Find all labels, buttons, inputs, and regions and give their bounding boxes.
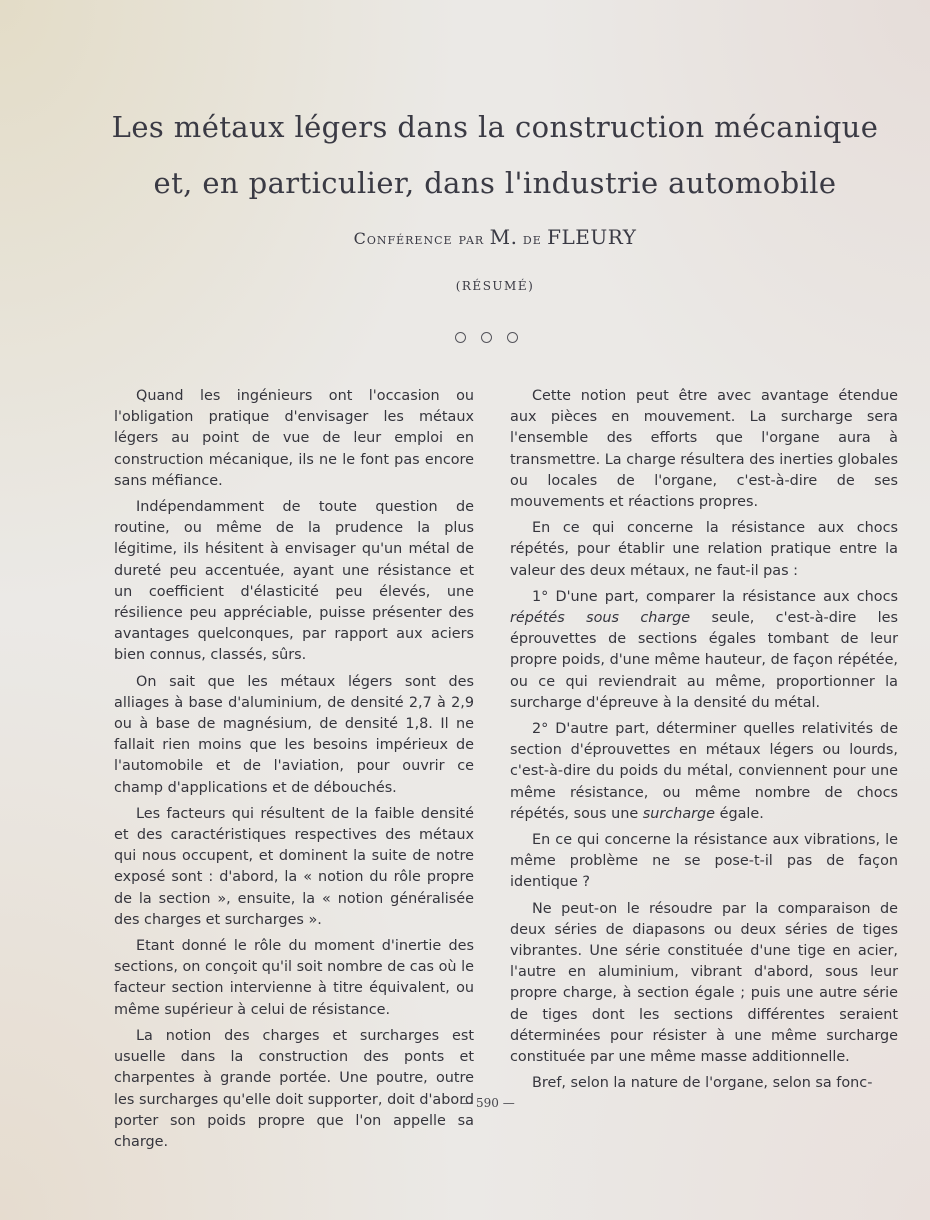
article-title-line-2: et, en particulier, dans l'industrie automobile <box>153 166 837 200</box>
left-column <box>114 386 474 1158</box>
paragraph: Ne peut-on le résoudre par la comparaison de deux séries de diapasons ou deux séries de tiges vibrantes. Une série constituée d'une tige en acier, l'autre en aluminium, vibrant d'abord, sous leur propre charge, à section égale ; puis une autre série de tiges dont les sections différentes seraient déterminées pour résister à une même surcharge constituée par une même masse additionnelle. <box>510 900 898 1066</box>
paragraph: En ce qui concerne la résistance aux vibrations, le même problème ne se pose-t-il pas de façon identique ? <box>510 832 898 891</box>
emphasis-text: surcharge <box>642 805 716 822</box>
paragraph: On sait que les métaux légers sont des alliages à base d'aluminium, de densité 2,7 à 2,9 ou à base de magnésium, de densité 1,8. Il ne fallait rien moins que les besoins impérieux de l'automobile et de l'aviation, pour ouvrir ce champ d'applications et de débouchés. <box>114 673 474 796</box>
resume-label: (RÉSUMÉ) <box>455 279 535 293</box>
paragraph: Cette notion peut être avec avantage étendue aux pièces en mouvement. La surcharge sera l'ensemble des efforts que l'organe aura à transmettre. La charge résultera des inerties globales ou locales de l'organe, c'est-à-dire de ses mouvements et réactions propres. <box>510 388 898 511</box>
paragraph: Bref, selon la nature de l'organe, selon sa fonc- <box>532 1075 873 1092</box>
paragraph <box>510 719 898 825</box>
text-run: égale. <box>715 805 764 822</box>
paragraph: En ce qui concerne la résistance aux chocs répétés, pour établir une relation pratique entre la valeur des deux métaux, ne faut-il pas : <box>510 520 898 579</box>
text-run: seule, c'est-à-dire les éprouvettes de sections égales tombant de leur propre poids, d'une même hauteur, de façon répétée, ou ce qui reviendrait au même, proportionner la surcharge d'épreuve à la densité du métal. <box>510 610 899 711</box>
emphasis-text: répétés sous charge <box>510 610 691 627</box>
ornament-ring <box>481 332 492 343</box>
paragraph: La notion des charges et surcharges est usuelle dans la construction des ponts et charpentes à grande portée. Une poutre, outre les surcharges qu'elle doit supporter, doit d'abord porter son poids propre que l'on appelle sa charge. <box>114 1027 474 1150</box>
byline-particle: de <box>522 229 542 248</box>
right-column <box>510 386 898 1100</box>
paragraph: Indépendamment de toute question de routine, ou même de la prudence la plus légitime, ils hésitent à envisager qu'un métal de dureté peu accentuée, ayant une résistance et un coefficient d'élasticité peu élevés, une résilience peu appréciable, puisse présenter des avantages quelconques, par rapport aux aciers bien connus, classés, sûrs. <box>114 499 474 664</box>
byline <box>60 225 930 249</box>
article-title-line-1: Les métaux légers dans la construction mécanique <box>111 110 879 144</box>
byline-surname: FLEURY <box>547 225 637 249</box>
text-run: 2° D'autre part, déterminer quelles relativités de section d'éprouvettes en métaux légers ou lourds, c'est-à-dire du poids du métal, conviennent pour une même résistance, ou même nombre de chocs répétés, sous une <box>510 721 898 822</box>
paragraph <box>510 587 898 714</box>
paragraph: Etant donné le rôle du moment d'inertie des sections, on conçoit qu'il soit nombre de cas où le facteur section intervienne à titre équivalent, ou même supérieur à celui de résistance. <box>114 938 474 1018</box>
byline-initial: M. <box>489 225 518 249</box>
ornament-ring <box>455 332 466 343</box>
byline-prefix: Conférence par <box>353 229 485 248</box>
ornament-rings <box>455 332 518 343</box>
paragraph: Les facteurs qui résultent de la faible densité et des caractéristiques respectives des métaux qui nous occupent, et dominent la suite de notre exposé sont : d'abord, la « notion du rôle propre de la section », ensuite, la « notion généralisée des charges et surcharges ». <box>114 805 474 928</box>
page-number: — 590 — <box>460 1096 515 1110</box>
paragraph: Quand les ingénieurs ont l'occasion ou l'obligation pratique d'envisager les métaux légers au point de vue de leur emploi en construction mécanique, ils ne le font pas encore sans méfiance. <box>114 388 474 489</box>
ornament-ring <box>507 332 518 343</box>
text-run: 1° D'une part, comparer la résistance aux chocs <box>532 588 898 605</box>
